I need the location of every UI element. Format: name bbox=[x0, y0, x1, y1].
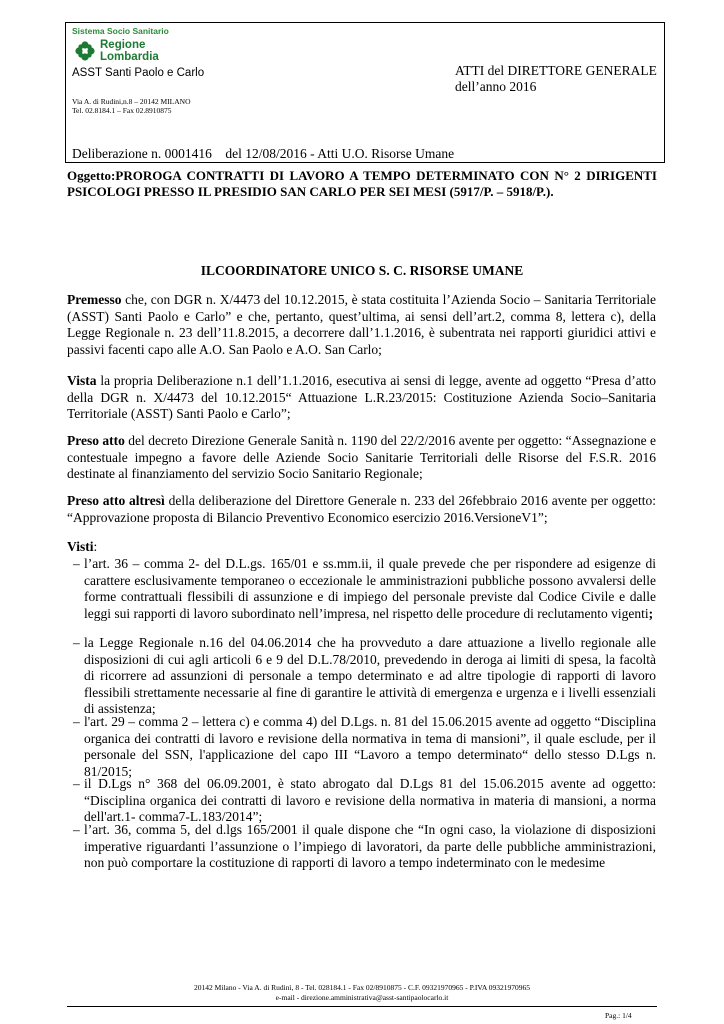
page-number: Pag.: 1/4 bbox=[605, 1011, 632, 1020]
system-name: Sistema Socio Sanitario bbox=[72, 26, 169, 36]
list-item-text: il D.Lgs n° 368 del 06.09.2001, è stato abrogato dal D.Lgs 81 del 15.06.2015 avente ad oggetto: “Disciplina organica dei contratti di lavoro e revisione della normativa in materia di mansioni, a norma dell'art.1- comma7-L.183/2014”; bbox=[84, 776, 656, 824]
oggetto-text: PROROGA CONTRATTI DI LAVORO A TEMPO DETERMINATO CON N° 2 DIRIGENTI PSICOLOGI PRESSO IL PRESIDIO SAN CARLO PER SEI MESI (5917/P. – 5918/P.). bbox=[67, 168, 657, 199]
asst-logo bbox=[72, 26, 222, 86]
oggetto bbox=[67, 168, 657, 200]
paragraph-text: che, con DGR n. X/4473 del 10.12.2015, è stata costituita l’Azienda Socio – Sanitaria Territoriale (ASST) Santi Paolo e Carlo” e che, pertanto, quest’ultima, ai sensi dell’art.2, comma 8, lettera c), della Legge Regionale n. 23 dell’11.8.2015, a decorrere dall’1.1.2016, è subentrata nei rapporti giuridici attivi e passivi facenti capo alle A.O. San Paolo e A.O. San Carlo; bbox=[67, 292, 656, 357]
list-item-text: l’art. 36 – comma 2- del D.L.gs. 165/01 e ss.mm.ii, il quale prevede che per rispondere ad esigenze di carattere esclusivamente temporaneo o eccezionale le amministrazioni pubbliche possono avvalersi delle forme contrattuali flessibili di assunzione e di impiego del personale previste dal Codice Civile e dalle leggi sui rapporti di lavoro subordinato nell’impresa, nel rispetto delle procedure di reclutamento vigenti bbox=[84, 556, 656, 621]
lombardia-rose-icon bbox=[74, 40, 96, 62]
paragraph-preso-atto bbox=[67, 433, 656, 483]
visti-label: Visti bbox=[67, 539, 94, 554]
paragraph-lead: Preso atto altresì bbox=[67, 493, 165, 508]
coordinator-title: ILCOORDINATORE UNICO S. C. RISORSE UMANE bbox=[200, 263, 524, 278]
phone-line: Tel. 02.8184.1 – Fax 02.8910875 bbox=[72, 106, 172, 115]
footer-divider bbox=[67, 1006, 657, 1007]
visti-heading bbox=[67, 539, 97, 555]
list-item bbox=[84, 776, 656, 826]
paragraph-text: la propria Deliberazione n.1 dell’1.1.2016, esecutiva ai sensi di legge, avente ad oggetto “Presa d’atto della DGR n. X/4473 del 10.12.2015“ Attuazione L.R.23/2015: Costituzione Azienda Socio–Sanitaria Territoriale (ASST) Santi Paolo e Carlo”; bbox=[67, 373, 656, 421]
list-dash: – bbox=[73, 714, 80, 729]
list-dash: – bbox=[73, 776, 80, 791]
paragraph-premesso bbox=[67, 292, 656, 358]
list-item bbox=[84, 635, 656, 718]
list-item-text: l'art. 29 – comma 2 – lettera c) e comma 4) del D.Lgs. n. 81 del 15.06.2015 avente ad oggetto “Disciplina organica dei contratti di lavoro e revisione della normativa in tema di mansioni”, il quale esclude, per il personale del SSN, l'applicazione del capo III “Lavoro a tempo determinato“ dello stesso D.Lgs n. 81/2015; bbox=[84, 714, 656, 779]
list-item bbox=[84, 714, 656, 780]
address-line: Via A. di Rudini,n.8 – 20142 MILANO bbox=[72, 97, 191, 106]
region-name-line1: Regione bbox=[100, 39, 146, 51]
list-dash: – bbox=[73, 822, 80, 837]
list-item-tail: ; bbox=[648, 605, 654, 621]
list-dash: – bbox=[73, 556, 80, 571]
visti-colon: : bbox=[93, 539, 98, 554]
page-footer bbox=[0, 983, 724, 1003]
atti-line2: dell’anno 2016 bbox=[455, 79, 537, 94]
region-name-line2: Lombardia bbox=[100, 51, 159, 63]
list-dash: – bbox=[73, 635, 80, 650]
footer-address: 20142 Milano - Via A. di Rudinì, 8 - Tel. 028184.1 - Fax 02/8910875 - C.F. 09321970965 - P.IVA 09321970965 bbox=[194, 983, 530, 992]
paragraph-text: del decreto Direzione Generale Sanità n. 1190 del 22/2/2016 avente per oggetto: “Assegnazione e contestuale impegno a favore delle Aziende Socio Sanitarie Territoriali delle Risorse del F.S.R. 2016 destinate al finanziamento del servizio Socio Sanitario Regionale; bbox=[67, 433, 656, 481]
paragraph-lead: Preso atto bbox=[67, 433, 125, 448]
paragraph-lead: Premesso bbox=[67, 292, 122, 307]
header-address bbox=[72, 97, 191, 115]
list-item-text: l’art. 36, comma 5, del d.lgs 165/2001 il quale dispone che “In ogni caso, la violazione di disposizioni imperative riguardanti l’assunzione o l’impiego di lavoratori, da parte delle pubbliche amministrazioni, non può comportare la costituzione di rapporti di lavoro a tempo indeterminato con le medesime bbox=[84, 822, 656, 870]
atti-line1: ATTI del DIRETTORE GENERALE bbox=[455, 63, 657, 78]
oggetto-label: Oggetto: bbox=[67, 168, 116, 183]
deliberazione-line: Deliberazione n. 0001416 del 12/08/2016 - Atti U.O. Risorse Umane bbox=[72, 146, 455, 161]
list-item bbox=[84, 556, 656, 622]
atti-title bbox=[455, 63, 657, 95]
asst-name: ASST Santi Paolo e Carlo bbox=[72, 67, 205, 79]
footer-email: e-mail - direzione.amministrativa@asst-santipaolocarlo.it bbox=[275, 993, 449, 1002]
paragraph-vista bbox=[67, 373, 656, 423]
list-item-text: la Legge Regionale n.16 del 04.06.2014 che ha provveduto a dare attuazione a livello regionale alle disposizioni di cui agli articoli 6 e 9 del D.L.78/2010, prevedendo in deroga ai limiti di spesa, la facoltà di ricorrere ad assunzioni di personale a tempo determinato e ad altre tipologie di rapporti di lavoro flessibili strettamente necessarie al fine di garantire le attività di emergenza e urgenza e i livelli essenziali di assistenza; bbox=[84, 635, 656, 716]
paragraph-text: della deliberazione del Direttore Generale n. 233 del 26febbraio 2016 avente per oggetto: “Approvazione proposta di Bilancio Preventivo Economico esercizio 2016.VersioneV1”; bbox=[67, 493, 656, 525]
paragraph-lead: Vista bbox=[67, 373, 97, 388]
paragraph-preso-atto-altresi bbox=[67, 493, 656, 526]
list-item bbox=[84, 822, 656, 872]
